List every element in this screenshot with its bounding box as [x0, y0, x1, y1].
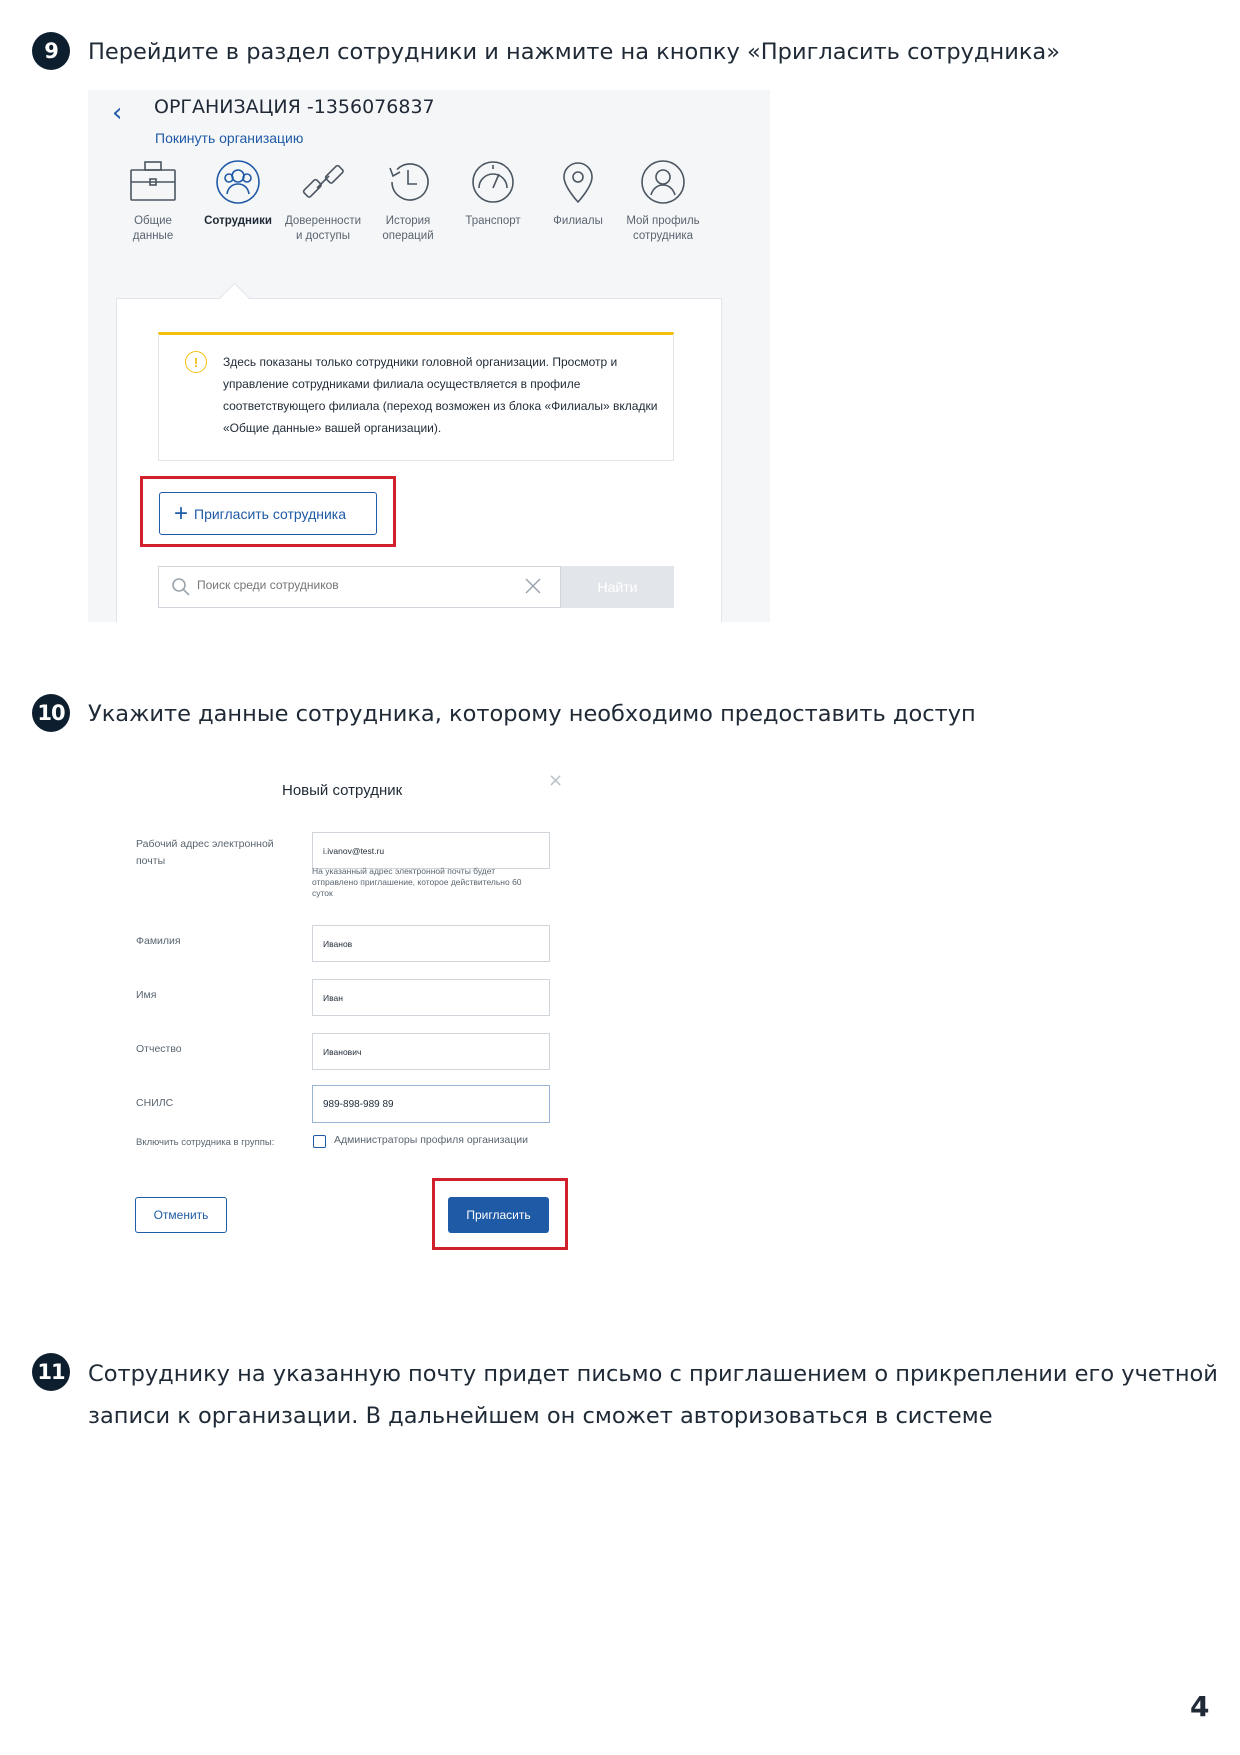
speedometer-icon — [469, 158, 517, 206]
organization-screenshot — [88, 90, 770, 622]
email-field[interactable]: i.ivanov@test.ru — [312, 832, 550, 869]
history-icon — [384, 158, 432, 206]
user-profile-icon — [639, 158, 687, 206]
employee-search[interactable] — [158, 566, 561, 608]
tab-branches[interactable] — [533, 158, 623, 229]
step-11-text-line2: записи к организации. В дальнейшем он сможет авторизоваться в системе — [88, 1403, 993, 1429]
step-10-text: Укажите данные сотрудника, которому необходимо предоставить доступ — [88, 701, 976, 727]
snils-label: СНИЛС — [136, 1097, 174, 1109]
cancel-button[interactable]: Отменить — [135, 1197, 227, 1233]
form-title: Новый сотрудник — [282, 782, 403, 799]
step-9-badge: 9 — [32, 32, 70, 70]
email-hint: На указанный адрес электронной почты будет отправлено приглашение, которое действительно 60 суток — [312, 866, 522, 898]
patronymic-field[interactable]: Иванович — [312, 1033, 550, 1070]
tab-transport[interactable] — [448, 158, 538, 229]
briefcase-icon — [127, 158, 179, 206]
nav-label: Мой профиль сотрудника — [626, 215, 700, 242]
leave-organization-link[interactable]: Покинуть организацию — [155, 130, 304, 146]
email-label: Рабочий адрес электронной почты — [136, 838, 274, 867]
invite-employee-button[interactable] — [159, 492, 377, 535]
link-icon — [299, 158, 347, 206]
plus-icon: + — [174, 499, 189, 527]
warning-icon: ! — [185, 351, 207, 373]
patronymic-label: Отчество — [136, 1043, 182, 1055]
tab-operations-history[interactable] — [363, 158, 453, 244]
nav-label: История операций — [382, 215, 434, 242]
admin-group-label: Администраторы профиля организации — [334, 1134, 528, 1146]
nav-label: Транспорт — [465, 215, 521, 227]
info-notice — [158, 332, 674, 461]
name-label: Имя — [136, 989, 157, 1001]
nav-label: Сотрудники — [204, 215, 272, 227]
page-number: 4 — [1190, 1690, 1210, 1723]
tab-my-profile[interactable] — [618, 158, 708, 244]
snils-field[interactable]: 989-898-989 89 — [312, 1085, 550, 1123]
find-button[interactable]: Найти — [561, 566, 674, 608]
tab-employees[interactable] — [193, 158, 283, 229]
nav-label: Общие данные — [132, 215, 174, 242]
invite-employee-label: Пригласить сотрудника — [194, 505, 347, 522]
step-10-badge: 10 — [32, 694, 70, 732]
invite-submit-button[interactable]: Пригласить — [448, 1197, 549, 1233]
chevron-left-icon[interactable]: ‹ — [112, 98, 123, 128]
surname-field[interactable]: Иванов — [312, 925, 550, 962]
search-input[interactable] — [195, 577, 519, 593]
users-icon — [214, 158, 262, 206]
admin-group-checkbox[interactable] — [313, 1135, 326, 1148]
tab-powers-of-attorney[interactable] — [278, 158, 368, 244]
name-field[interactable]: Иван — [312, 979, 550, 1016]
nav-label: Доверенности и доступы — [284, 215, 362, 242]
close-icon[interactable]: × — [548, 770, 564, 791]
step-11-badge: 11 — [32, 1353, 70, 1391]
tab-general-data[interactable] — [108, 158, 198, 244]
close-icon[interactable] — [523, 576, 543, 596]
organization-title: ОРГАНИЗАЦИЯ -1356076837 — [154, 96, 435, 118]
notice-text: Здесь показаны только сотрудники головной организации. Просмотр и управление сотрудниками филиала осуществляется в профиле соответствующего филиала (переход возможен из блока «Филиалы» вкладки «Общие данные» вашей организации). — [223, 355, 658, 435]
step-11-text-line1: Сотруднику на указанную почту придет письмо с приглашением о прикреплении его учетной — [88, 1361, 1218, 1387]
nav-label: Филиалы — [553, 215, 603, 227]
map-pin-icon — [554, 158, 602, 206]
step-9-text: Перейдите в раздел сотрудники и нажмите на кнопку «Пригласить сотрудника» — [88, 39, 1060, 65]
surname-label: Фамилия — [136, 935, 181, 947]
groups-label: Включить сотрудника в группы: — [136, 1137, 275, 1148]
search-icon — [171, 577, 191, 597]
